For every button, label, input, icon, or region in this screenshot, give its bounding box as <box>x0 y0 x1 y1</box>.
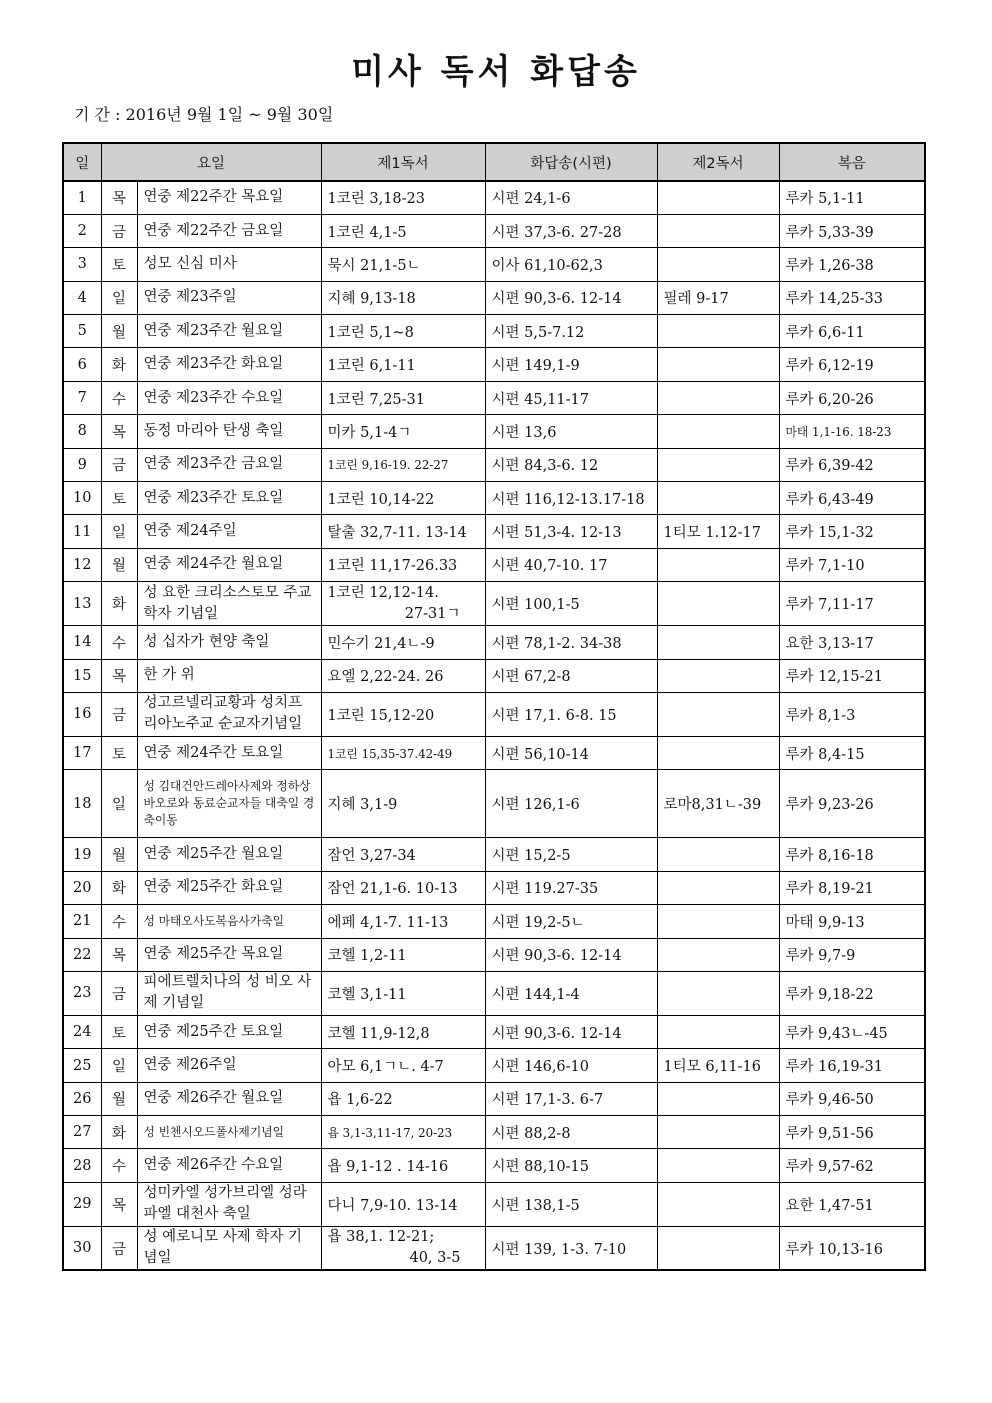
celebration-cell: 성 십자가 현양 축일 <box>137 626 321 659</box>
psalm-cell: 시편 40,7-10. 17 <box>485 548 657 581</box>
celebration-cell: 연중 제25주간 토요일 <box>137 1015 321 1048</box>
day-cell: 4 <box>63 281 101 314</box>
day-cell: 8 <box>63 415 101 448</box>
day-cell: 3 <box>63 248 101 281</box>
reading1-cell: 잠언 21,1-6. 10-13 <box>321 871 485 904</box>
day-cell: 20 <box>63 871 101 904</box>
table-row <box>63 971 925 1015</box>
table-row <box>63 482 925 515</box>
gospel-cell: 루카 1,26-38 <box>779 248 925 281</box>
reading2-cell <box>657 971 779 1015</box>
table-row <box>63 582 925 626</box>
reading1-cell: 1코린 4,1-5 <box>321 214 485 247</box>
weekday-cell: 월 <box>101 1082 137 1115</box>
day-cell: 27 <box>63 1116 101 1149</box>
reading2-cell <box>657 181 779 214</box>
table-row <box>63 692 925 736</box>
day-cell: 12 <box>63 548 101 581</box>
gospel-cell: 마태 1,1-16. 18-23 <box>779 415 925 448</box>
psalm-cell: 시편 51,3-4. 12-13 <box>485 515 657 548</box>
celebration-cell: 연중 제26주간 월요일 <box>137 1082 321 1115</box>
celebration-cell: 피에트렐치나의 성 비오 사제 기념일 <box>137 971 321 1015</box>
reading1-cell: 코헬 11,9-12,8 <box>321 1015 485 1048</box>
day-cell: 1 <box>63 181 101 214</box>
reading1-cell: 1코린 5,1~8 <box>321 315 485 348</box>
psalm-cell: 시편 88,2-8 <box>485 1116 657 1149</box>
gospel-cell: 루카 7,11-17 <box>779 582 925 626</box>
gospel-cell: 루카 9,23-26 <box>779 770 925 838</box>
reading2-cell <box>657 348 779 381</box>
gospel-cell: 마태 9,9-13 <box>779 905 925 938</box>
day-cell: 25 <box>63 1049 101 1082</box>
psalm-cell: 시편 15,2-5 <box>485 838 657 871</box>
gospel-cell: 루카 6,20-26 <box>779 381 925 414</box>
weekday-cell: 일 <box>101 515 137 548</box>
table-row <box>63 281 925 314</box>
gospel-cell: 루카 6,12-19 <box>779 348 925 381</box>
reading2-cell: 로마8,31ㄴ-39 <box>657 770 779 838</box>
table-row <box>63 770 925 838</box>
header-row <box>63 143 925 181</box>
reading1-cell: 1코린 7,25-31 <box>321 381 485 414</box>
reading1-cell: 1코린 9,16-19. 22-27 <box>321 448 485 481</box>
psalm-cell: 시편 17,1-3. 6-7 <box>485 1082 657 1115</box>
psalm-cell: 시편 90,3-6. 12-14 <box>485 1015 657 1048</box>
reading2-cell <box>657 938 779 971</box>
gospel-cell: 루카 7,1-10 <box>779 548 925 581</box>
celebration-cell: 연중 제24주일 <box>137 515 321 548</box>
table-row <box>63 214 925 247</box>
reading2-cell <box>657 381 779 414</box>
reading1-cell: 민수기 21,4ㄴ-9 <box>321 626 485 659</box>
celebration-cell: 연중 제24주간 월요일 <box>137 548 321 581</box>
reading1-cell: 1코린 10,14-22 <box>321 482 485 515</box>
table-body <box>63 181 925 1270</box>
celebration-cell: 동정 마리아 탄생 축일 <box>137 415 321 448</box>
reading1-cell: 1코린 6,1-11 <box>321 348 485 381</box>
weekday-cell: 월 <box>101 548 137 581</box>
celebration-cell: 연중 제22주간 금요일 <box>137 214 321 247</box>
reading2-cell <box>657 905 779 938</box>
table-row <box>63 448 925 481</box>
weekday-cell: 금 <box>101 692 137 736</box>
psalm-cell: 시편 56,10-14 <box>485 736 657 769</box>
reading1-cell: 지혜 3,1-9 <box>321 770 485 838</box>
day-cell: 23 <box>63 971 101 1015</box>
gospel-cell: 루카 9,43ㄴ-45 <box>779 1015 925 1048</box>
gospel-cell: 루카 9,46-50 <box>779 1082 925 1115</box>
celebration-cell: 성 마태오사도복음사가축일 <box>137 905 321 938</box>
gospel-cell: 루카 5,1-11 <box>779 181 925 214</box>
table-row <box>63 181 925 214</box>
psalm-cell: 시편 116,12-13.17-18 <box>485 482 657 515</box>
celebration-cell: 성모 신심 미사 <box>137 248 321 281</box>
celebration-cell: 연중 제23주간 금요일 <box>137 448 321 481</box>
reading2-cell <box>657 1082 779 1115</box>
celebration-cell: 연중 제23주간 월요일 <box>137 315 321 348</box>
psalm-cell: 시편 17,1. 6-8. 15 <box>485 692 657 736</box>
reading1-cell: 아모 6,1ㄱㄴ. 4-7 <box>321 1049 485 1082</box>
celebration-cell: 한 가 위 <box>137 659 321 692</box>
celebration-cell: 연중 제25주간 화요일 <box>137 871 321 904</box>
header-dow: 요일 <box>101 143 321 181</box>
weekday-cell: 목 <box>101 415 137 448</box>
reading2-cell <box>657 315 779 348</box>
psalm-cell: 시편 149,1-9 <box>485 348 657 381</box>
gospel-cell: 루카 8,19-21 <box>779 871 925 904</box>
gospel-cell: 루카 16,19-31 <box>779 1049 925 1082</box>
day-cell: 17 <box>63 736 101 769</box>
gospel-cell: 요한 3,13-17 <box>779 626 925 659</box>
gospel-cell: 루카 6,6-11 <box>779 315 925 348</box>
gospel-cell: 루카 5,33-39 <box>779 214 925 247</box>
psalm-cell: 시편 100,1-5 <box>485 582 657 626</box>
psalm-cell: 시편 88,10-15 <box>485 1149 657 1182</box>
day-cell: 6 <box>63 348 101 381</box>
gospel-cell: 루카 12,15-21 <box>779 659 925 692</box>
reading2-cell <box>657 1149 779 1182</box>
table-row <box>63 626 925 659</box>
reading2-cell <box>657 1182 779 1226</box>
table-row <box>63 938 925 971</box>
weekday-cell: 화 <box>101 348 137 381</box>
reading2-cell <box>657 1226 779 1270</box>
day-cell: 26 <box>63 1082 101 1115</box>
day-cell: 5 <box>63 315 101 348</box>
celebration-cell: 연중 제23주간 토요일 <box>137 482 321 515</box>
celebration-cell: 연중 제25주간 목요일 <box>137 938 321 971</box>
reading1-cell: 욥 38,1. 12-21; 40, 3-5 <box>321 1226 485 1270</box>
page-title: 미사 독서 화답송 <box>351 52 641 92</box>
table-row <box>63 659 925 692</box>
reading1-cell: 코헬 1,2-11 <box>321 938 485 971</box>
psalm-cell: 시편 144,1-4 <box>485 971 657 1015</box>
table-row <box>63 1049 925 1082</box>
day-cell: 13 <box>63 582 101 626</box>
reading1-cell: 1코린 15,12-20 <box>321 692 485 736</box>
header-reading2: 제2독서 <box>657 143 779 181</box>
reading2-cell <box>657 626 779 659</box>
reading2-cell <box>657 248 779 281</box>
psalm-cell: 시편 37,3-6. 27-28 <box>485 214 657 247</box>
psalm-cell: 시편 139, 1-3. 7-10 <box>485 1226 657 1270</box>
table-row <box>63 1116 925 1149</box>
psalm-cell: 시편 24,1-6 <box>485 181 657 214</box>
reading2-cell <box>657 548 779 581</box>
weekday-cell: 토 <box>101 482 137 515</box>
celebration-cell: 연중 제23주일 <box>137 281 321 314</box>
reading1-cell: 1코린 15,35-37.42-49 <box>321 736 485 769</box>
psalm-cell: 시편 67,2-8 <box>485 659 657 692</box>
psalm-cell: 시편 19,2-5ㄴ <box>485 905 657 938</box>
day-cell: 14 <box>63 626 101 659</box>
weekday-cell: 금 <box>101 448 137 481</box>
gospel-cell: 루카 8,4-15 <box>779 736 925 769</box>
reading1-cell: 1코린 11,17-26.33 <box>321 548 485 581</box>
gospel-cell: 요한 1,47-51 <box>779 1182 925 1226</box>
gospel-cell: 루카 8,1-3 <box>779 692 925 736</box>
psalm-cell: 시편 119.27-35 <box>485 871 657 904</box>
reading1-cell: 1코린 3,18-23 <box>321 181 485 214</box>
reading1-cell: 욥 3,1-3,11-17, 20-23 <box>321 1116 485 1149</box>
gospel-cell: 루카 9,51-56 <box>779 1116 925 1149</box>
table-row <box>63 1015 925 1048</box>
header-day: 일 <box>63 143 101 181</box>
header-reading1: 제1독서 <box>321 143 485 181</box>
day-cell: 2 <box>63 214 101 247</box>
weekday-cell: 월 <box>101 838 137 871</box>
day-cell: 28 <box>63 1149 101 1182</box>
psalm-cell: 이사 61,10-62,3 <box>485 248 657 281</box>
celebration-cell: 연중 제23주간 수요일 <box>137 381 321 414</box>
table-row <box>63 415 925 448</box>
header-psalm: 화답송(시편) <box>485 143 657 181</box>
weekday-cell: 목 <box>101 938 137 971</box>
reading1-cell: 지혜 9,13-18 <box>321 281 485 314</box>
psalm-cell: 시편 146,6-10 <box>485 1049 657 1082</box>
weekday-cell: 토 <box>101 248 137 281</box>
table-row <box>63 1082 925 1115</box>
day-cell: 16 <box>63 692 101 736</box>
gospel-cell: 루카 9,7-9 <box>779 938 925 971</box>
psalm-cell: 시편 138,1-5 <box>485 1182 657 1226</box>
table-row <box>63 548 925 581</box>
gospel-cell: 루카 15,1-32 <box>779 515 925 548</box>
day-cell: 21 <box>63 905 101 938</box>
table-row <box>63 315 925 348</box>
celebration-cell: 성고르넬리교황과 성치프리아노주교 순교자기념일 <box>137 692 321 736</box>
table-row <box>63 871 925 904</box>
weekday-cell: 수 <box>101 626 137 659</box>
gospel-cell: 루카 9,57-62 <box>779 1149 925 1182</box>
psalm-cell: 시편 84,3-6. 12 <box>485 448 657 481</box>
reading1-cell: 잠언 3,27-34 <box>321 838 485 871</box>
reading1-cell: 1코린 12,12-14. 27-31ㄱ <box>321 582 485 626</box>
weekday-cell: 화 <box>101 1116 137 1149</box>
weekday-cell: 수 <box>101 1149 137 1182</box>
weekday-cell: 목 <box>101 181 137 214</box>
weekday-cell: 목 <box>101 1182 137 1226</box>
period-label: 기 간 : 2016년 9월 1일 ~ 9월 30일 <box>74 105 334 124</box>
table-row <box>63 736 925 769</box>
day-cell: 11 <box>63 515 101 548</box>
reading2-cell: 필레 9-17 <box>657 281 779 314</box>
day-cell: 10 <box>63 482 101 515</box>
reading2-cell <box>657 1116 779 1149</box>
gospel-cell: 루카 6,43-49 <box>779 482 925 515</box>
gospel-cell: 루카 6,39-42 <box>779 448 925 481</box>
table-row <box>63 905 925 938</box>
gospel-cell: 루카 10,13-16 <box>779 1226 925 1270</box>
celebration-cell: 연중 제26주간 수요일 <box>137 1149 321 1182</box>
weekday-cell: 수 <box>101 381 137 414</box>
weekday-cell: 목 <box>101 659 137 692</box>
reading2-cell <box>657 582 779 626</box>
reading2-cell <box>657 871 779 904</box>
reading2-cell <box>657 692 779 736</box>
reading2-cell <box>657 482 779 515</box>
weekday-cell: 일 <box>101 281 137 314</box>
reading2-cell <box>657 838 779 871</box>
table-row <box>63 248 925 281</box>
gospel-cell: 루카 9,18-22 <box>779 971 925 1015</box>
reading2-cell <box>657 448 779 481</box>
gospel-cell: 루카 8,16-18 <box>779 838 925 871</box>
psalm-cell: 시편 45,11-17 <box>485 381 657 414</box>
weekday-cell: 일 <box>101 1049 137 1082</box>
celebration-cell: 연중 제24주간 토요일 <box>137 736 321 769</box>
day-cell: 9 <box>63 448 101 481</box>
reading1-cell: 욥 1,6-22 <box>321 1082 485 1115</box>
table-row <box>63 1182 925 1226</box>
readings-table <box>62 142 926 1271</box>
table-row <box>63 515 925 548</box>
reading1-cell: 에페 4,1-7. 11-13 <box>321 905 485 938</box>
celebration-cell: 성 김대건안드레아사제와 정하상바오로와 동료순교자들 대축일 경축이동 <box>137 770 321 838</box>
celebration-cell: 성 예로니모 사제 학자 기념일 <box>137 1226 321 1270</box>
reading2-cell: 1티모 6,11-16 <box>657 1049 779 1082</box>
celebration-cell: 성 요한 크리소스토모 주교 학자 기념일 <box>137 582 321 626</box>
psalm-cell: 시편 90,3-6. 12-14 <box>485 281 657 314</box>
reading1-cell: 미카 5,1-4ㄱ <box>321 415 485 448</box>
weekday-cell: 금 <box>101 1226 137 1270</box>
day-cell: 24 <box>63 1015 101 1048</box>
day-cell: 15 <box>63 659 101 692</box>
weekday-cell: 일 <box>101 770 137 838</box>
reading1-cell: 탈출 32,7-11. 13-14 <box>321 515 485 548</box>
weekday-cell: 토 <box>101 1015 137 1048</box>
table-row <box>63 838 925 871</box>
table-row <box>63 381 925 414</box>
day-cell: 19 <box>63 838 101 871</box>
weekday-cell: 수 <box>101 905 137 938</box>
celebration-cell: 성미카엘 성가브리엘 성라파엘 대천사 축일 <box>137 1182 321 1226</box>
weekday-cell: 금 <box>101 214 137 247</box>
reading1-cell: 요엘 2,22-24. 26 <box>321 659 485 692</box>
psalm-cell: 시편 126,1-6 <box>485 770 657 838</box>
psalm-cell: 시편 13,6 <box>485 415 657 448</box>
day-cell: 22 <box>63 938 101 971</box>
celebration-cell: 연중 제22주간 목요일 <box>137 181 321 214</box>
day-cell: 29 <box>63 1182 101 1226</box>
psalm-cell: 시편 78,1-2. 34-38 <box>485 626 657 659</box>
psalm-cell: 시편 90,3-6. 12-14 <box>485 938 657 971</box>
weekday-cell: 월 <box>101 315 137 348</box>
celebration-cell: 연중 제23주간 화요일 <box>137 348 321 381</box>
reading2-cell <box>657 214 779 247</box>
celebration-cell: 연중 제25주간 월요일 <box>137 838 321 871</box>
reading2-cell <box>657 659 779 692</box>
celebration-cell: 연중 제26주일 <box>137 1049 321 1082</box>
day-cell: 7 <box>63 381 101 414</box>
reading2-cell <box>657 1015 779 1048</box>
reading1-cell: 코헬 3,1-11 <box>321 971 485 1015</box>
reading1-cell: 욥 9,1-12 . 14-16 <box>321 1149 485 1182</box>
weekday-cell: 화 <box>101 582 137 626</box>
weekday-cell: 금 <box>101 971 137 1015</box>
psalm-cell: 시편 5,5-7.12 <box>485 315 657 348</box>
table-row <box>63 348 925 381</box>
day-cell: 18 <box>63 770 101 838</box>
day-cell: 30 <box>63 1226 101 1270</box>
reading2-cell <box>657 415 779 448</box>
gospel-cell: 루카 14,25-33 <box>779 281 925 314</box>
reading1-cell: 다니 7,9-10. 13-14 <box>321 1182 485 1226</box>
reading1-cell: 묵시 21,1-5ㄴ <box>321 248 485 281</box>
header-gospel: 복음 <box>779 143 925 181</box>
weekday-cell: 화 <box>101 871 137 904</box>
table-row <box>63 1149 925 1182</box>
table-row <box>63 1226 925 1270</box>
reading2-cell: 1티모 1.12-17 <box>657 515 779 548</box>
reading2-cell <box>657 736 779 769</box>
weekday-cell: 토 <box>101 736 137 769</box>
celebration-cell: 성 빈첸시오드폴사제기념일 <box>137 1116 321 1149</box>
